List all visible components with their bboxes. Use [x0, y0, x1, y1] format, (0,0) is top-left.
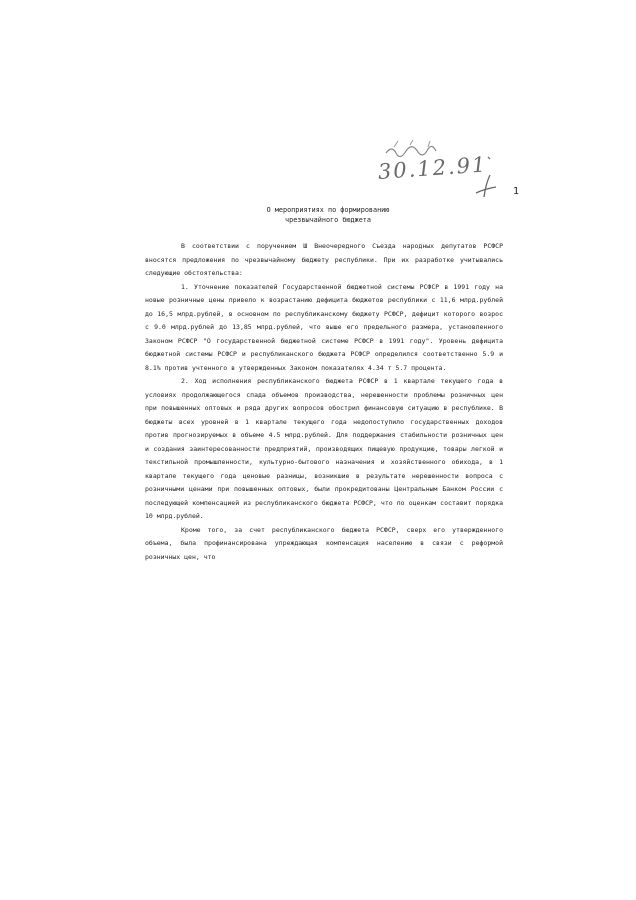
document-body — [145, 240, 503, 564]
paragraph-1: 1. Уточнение показателей Государственной бюджетной системы РСФСР в 1991 году на новые розничные цены привело к возрастанию дефицита бюджетов республики с 11,6 млрд.рублей до 16,5 млрд.рублей, в основном по республиканскому бюджету РСФСР, дефицит которого возрос с 9.0 млрд.рублей до 13,85 млрд.рублей, что выше его предельного размера, установленного Законом РСФСР "О государственной бюджетной системе РСФСР в 1991 году". Уровень дефицита бюджетной системы РСФСР и республиканского бюджета РСФСР определился соответственно 5.9 и 8.1% против учтенного в утвержденных Законом показателях 4.34 т 5.7 процента. — [145, 282, 503, 372]
paragraph-intro: В соответствии с поручением Ш Внеочередного Съезда народных депутатов РСФСР вносятся предложения по чрезвычайному бюджету республики. При их разработке учитывались следующие обстоятельства: — [145, 242, 503, 277]
handwritten-date: 30.12.91 — [377, 152, 489, 184]
document-title — [238, 205, 418, 225]
page-number: 1 — [513, 186, 520, 197]
paragraph-3: Кроме того, за счет республиканского бюджета РСФСР, сверх его утвержденного объема, была профинансирована упреждающая компенсация населению в связи с реформой розничных цен, что — [145, 525, 503, 561]
title-line-2: чрезвычайного бюджета — [285, 216, 371, 224]
paragraph-2: 2. Ход исполнения республиканского бюджета РСФСР в 1 квартале текущего года в условиях продолжающегося спада объемов производства, нерешенности проблемы розничных цен при повышенных оптовых и ряда других вопросов обострил финансовую ситуацию в республике. В бюджеты всех уровней в 1 квартале текущего года недопоступило государственных доходов против прогнозируемых в объеме 4.5 млрд.рублей. Для поддержания стабильности розничных цен и создания заинтересованности предприятий, производящих пищевую продукцию, товары легкой и текстильной промышленности, культурно-бытового назначения и хозяйственного обихода, в 1 квартале текущего года ценовые разницы, возникшие в результате нерешенности вопроса с розничными ценами при повышенных оптовых, были прокредитованы Центральным Банком России с последующей компенсацией из республиканского бюджета РСФСР, что по оценкам составит порядка 10 млрд.рублей. — [145, 377, 503, 520]
title-line-1: О мероприятиях по формированию — [266, 206, 390, 214]
